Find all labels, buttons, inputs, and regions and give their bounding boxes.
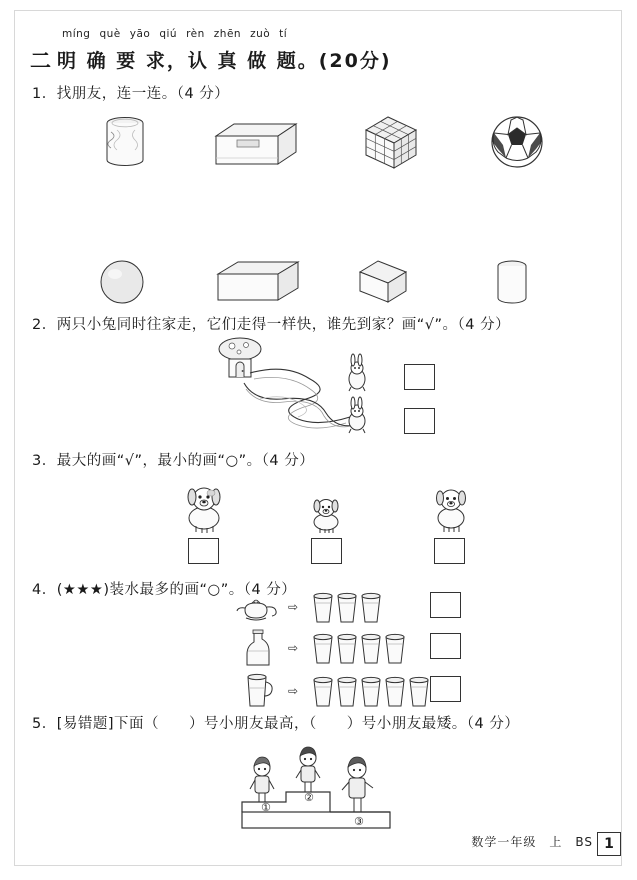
page-number: 1 <box>597 832 621 856</box>
pinyin-annotation <box>62 28 296 40</box>
cups-row-1 <box>311 592 387 626</box>
answer-box-q3-2[interactable] <box>311 538 342 564</box>
svg-text:③: ③ <box>354 815 364 828</box>
question-5-text: 5．[易错题]下面（ ）号小朋友最高，（ ）号小朋友最矮。（4 分） <box>32 716 520 732</box>
section-heading <box>30 44 392 74</box>
section-number: 二 <box>30 49 51 73</box>
teapot-illustration <box>235 596 281 626</box>
pinyin-syllable: rèn <box>186 28 205 40</box>
arrow-icon-row2: ⇨ <box>288 641 299 655</box>
pinyin-syllable: zhēn <box>213 28 242 40</box>
dog-medium-illustration <box>306 494 346 534</box>
bottle-illustration <box>242 629 274 669</box>
question-2-text: 2．两只小兔同时往家走，它们走得一样快，谁先到家？画“√”。（4 分） <box>32 317 511 333</box>
question-3-text: 3．最大的画“√”，最小的画“○”。（4 分） <box>32 453 315 469</box>
pinyin-syllable: zuò <box>250 28 271 40</box>
pinyin-syllable: tí <box>279 28 288 40</box>
question-1-text: 1．找朋友，连一连。（4 分） <box>32 86 230 102</box>
shape-cylinder <box>487 256 537 310</box>
page-title: 明 确 要 求，认 真 做 题。(20分) <box>57 49 392 72</box>
podium-illustration <box>228 734 408 834</box>
arrow-icon-row3: ⇨ <box>288 684 299 698</box>
answer-box-q3-3[interactable] <box>434 538 465 564</box>
shape-cylinder-can <box>95 112 155 172</box>
cups-row-2 <box>311 633 411 667</box>
cups-row-3 <box>311 676 435 710</box>
shape-rectangular-box <box>210 118 300 170</box>
shape-cube <box>352 256 414 308</box>
answer-box-q2-2[interactable] <box>404 408 435 434</box>
shape-sphere <box>98 258 146 306</box>
svg-text:①: ① <box>261 801 271 814</box>
answer-box-q4-2[interactable] <box>430 633 461 659</box>
answer-box-q3-1[interactable] <box>188 538 219 564</box>
dog-small-illustration <box>428 484 474 534</box>
answer-box-q4-3[interactable] <box>430 676 461 702</box>
pinyin-syllable: qiú <box>159 28 178 40</box>
pinyin-syllable: què <box>99 28 121 40</box>
shape-cuboid <box>212 258 304 306</box>
shape-sphere-soccer-ball <box>487 112 547 172</box>
rabbit-maze-illustration <box>198 333 418 441</box>
arrow-icon-row1: ⇨ <box>288 600 299 614</box>
pinyin-syllable: yāo <box>129 28 151 40</box>
dog-large-illustration <box>178 482 230 534</box>
jug-illustration <box>240 672 276 710</box>
question-4-text: 4．(★★★)装水最多的画“○”。（4 分） <box>32 582 297 598</box>
footer-subject: 数学一年级 上 BS <box>471 835 593 849</box>
pinyin-syllable: míng <box>62 28 91 40</box>
svg-text:②: ② <box>304 791 314 804</box>
shape-cube-rubik <box>358 112 424 174</box>
answer-box-q4-1[interactable] <box>430 592 461 618</box>
answer-box-q2-1[interactable] <box>404 364 435 390</box>
